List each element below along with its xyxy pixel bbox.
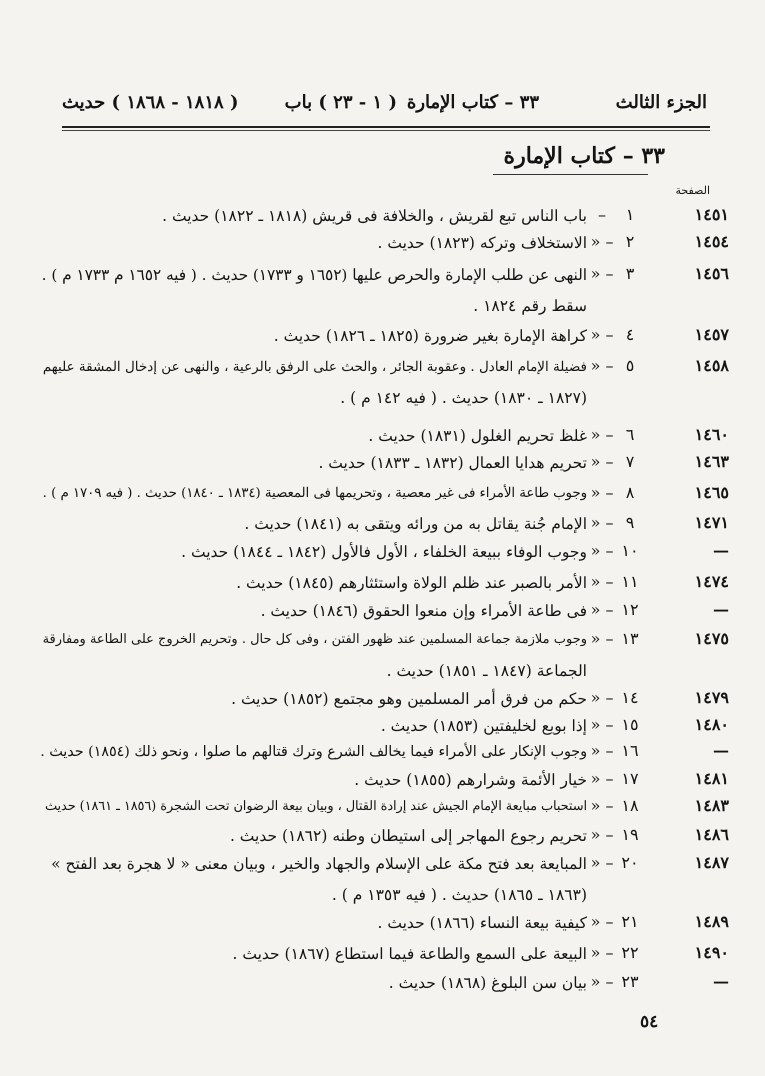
entry-number: ٢٢ xyxy=(621,943,639,962)
entry-dash: – « xyxy=(590,741,614,760)
entry-page: ١٤٧٩ xyxy=(694,688,729,707)
entry-text: وجوب الوفاء ببيعة الخلفاء ، الأول فالأول (١٨٤٢ ـ ١٨٤٤) حديث . xyxy=(181,543,587,561)
entry-page: ١٤٧٤ xyxy=(694,572,729,591)
entry-text: حكم من فرق أمر المسلمين وهو مجتمع (١٨٥٢) حديث . xyxy=(231,690,587,708)
page-number: ٥٤ xyxy=(640,1012,659,1032)
entry-page: ١٤٥٧ xyxy=(694,325,729,344)
entry-page: ١٤٥٤ xyxy=(694,232,729,251)
entry-number: ٦ xyxy=(625,425,635,444)
entry-dash: – « xyxy=(590,853,614,872)
entry-dash: – « xyxy=(590,600,614,619)
entry-number: ١٦ xyxy=(621,741,639,760)
entry-text: بيان سن البلوغ (١٨٦٨) حديث . xyxy=(388,974,587,992)
entry-number: ١٨ xyxy=(621,796,639,815)
entry-text: فضيلة الإمام العادل . وعقوبة الجائر ، والحث على الرفق بالرعية ، والنهى عن إدخال المشقة عليهم xyxy=(42,359,587,375)
entry-page: ١٤٨٩ xyxy=(694,912,729,931)
entry-number: ٢١ xyxy=(621,912,639,931)
header-hadith-range: ( ١٨١٨ - ١٨٦٨ ) حديث xyxy=(62,92,239,113)
entry-text: إذا بويع لخليفتين (١٨٥٣) حديث . xyxy=(380,717,587,735)
entry-dash: – « xyxy=(590,232,614,251)
entry-number: ١ xyxy=(625,205,635,224)
entry-page: ١٤٧١ xyxy=(694,513,729,532)
entry-text-continuation: (١٨٢٧ ـ ١٨٣٠) حديث . ( فيه ١٤٢ م ) . xyxy=(340,389,587,407)
header-bab-range: ( ١ - ٢٣ ) باب xyxy=(284,92,397,113)
entry-dash: – « xyxy=(590,325,614,344)
entry-text: وجوب الإنكار على الأمراء فيما يخالف الشرع وترك قتالهم ما صلوا ، ونحو ذلك (١٨٥٤) حديث . xyxy=(40,744,587,760)
entry-text-continuation: سقط رقم ١٨٢٤ . xyxy=(473,297,587,315)
entry-page: ١٤٥٦ xyxy=(694,264,729,283)
entry-number: ٤ xyxy=(625,325,635,344)
entry-number: ١٤ xyxy=(621,688,639,707)
entry-dash: – « xyxy=(590,425,614,444)
entry-text: فى طاعة الأمراء وإن منعوا الحقوق (١٨٤٦) حديث . xyxy=(260,602,587,620)
entry-text: تحريم رجوع المهاجر إلى استيطان وطنه (١٨٦٢) حديث . xyxy=(229,827,587,845)
running-header xyxy=(62,92,707,120)
entry-text: خيار الأئمة وشرارهم (١٨٥٥) حديث . xyxy=(354,771,587,789)
entry-dash: – « xyxy=(590,825,614,844)
entry-page: ١٤٩٠ xyxy=(694,943,729,962)
entry-dash: – « xyxy=(590,972,614,991)
header-volume: الجزء الثالث xyxy=(615,92,707,113)
entry-dash: – « xyxy=(590,629,614,648)
book-title: ٣٣ – كتاب الإمارة xyxy=(503,143,665,169)
entry-page: ١٤٨١ xyxy=(694,769,729,788)
entry-text: البيعة على السمع والطاعة فيما استطاع (١٨٦٧) حديث . xyxy=(232,945,587,963)
entry-page: — xyxy=(713,741,729,760)
entry-dash: – « xyxy=(590,452,614,471)
entry-number: ١٣ xyxy=(621,629,639,648)
entry-page: ١٤٦٥ xyxy=(694,483,729,502)
entry-dash: – « xyxy=(590,356,614,375)
entry-number: ٢٠ xyxy=(621,853,639,872)
page-column-label: الصفحة xyxy=(675,184,710,197)
entry-number: ١٧ xyxy=(621,769,639,788)
entry-text: وجوب ملازمة جماعة المسلمين عند ظهور الفتن ، وفى كل حال . وتحريم الخروج على الطاعة ومفارقة xyxy=(42,632,587,647)
entry-number: ١٥ xyxy=(621,715,639,734)
entry-page: ١٤٦٠ xyxy=(694,425,729,444)
entry-page: ١٤٨٦ xyxy=(694,825,729,844)
entry-text-continuation: الجماعة (١٨٤٧ ـ ١٨٥١) حديث . xyxy=(386,662,587,680)
entry-page: ١٤٨٧ xyxy=(694,853,729,872)
entry-dash: – « xyxy=(590,796,614,815)
entry-page: ١٤٥٨ xyxy=(694,356,729,375)
entry-text: باب الناس تبع لقريش ، والخلافة فى قريش (١٨١٨ ـ ١٨٢٢) حديث . xyxy=(162,207,587,225)
entry-dash: – « xyxy=(590,715,614,734)
entry-number: ١٠ xyxy=(621,541,639,560)
title-underline xyxy=(493,174,648,175)
entry-dash: – « xyxy=(590,572,614,591)
entry-page: ١٤٧٥ xyxy=(694,629,729,648)
entry-text: كراهة الإمارة بغير ضرورة (١٨٢٥ ـ ١٨٢٦) حديث . xyxy=(273,327,587,345)
entry-dash: – « xyxy=(590,912,614,931)
entry-dash: – « xyxy=(590,769,614,788)
entry-text: الأمر بالصبر عند ظلم الولاة واستئثارهم (١٨٤٥) حديث . xyxy=(236,574,587,592)
entry-dash: – « xyxy=(590,483,614,502)
entry-dash: – « xyxy=(590,943,614,962)
entry-page: ١٤٨٣ xyxy=(694,796,729,815)
entry-page: — xyxy=(713,541,729,560)
header-book: ٣٣ – كتاب الإمارة xyxy=(406,92,539,113)
entry-number: ٧ xyxy=(625,452,635,471)
entry-text-continuation: (١٨٦٣ ـ ١٨٦٥) حديث . ( فيه ١٣٥٣ م ) . xyxy=(331,886,587,904)
entry-page: ١٤٨٠ xyxy=(694,715,729,734)
entry-text: غلظ تحريم الغلول (١٨٣١) حديث . xyxy=(368,427,587,445)
header-rule-thin xyxy=(62,130,710,131)
entry-page: — xyxy=(713,600,729,619)
entry-number: ٣ xyxy=(625,264,635,283)
entry-number: ٢ xyxy=(625,232,635,251)
entry-dash: – « xyxy=(590,688,614,707)
entry-dash: – « xyxy=(590,513,614,532)
entry-text: كيفية بيعة النساء (١٨٦٦) حديث . xyxy=(377,914,587,932)
entry-text: الاستخلاف وتركه (١٨٢٣) حديث . xyxy=(377,234,587,252)
entry-dash: – xyxy=(598,205,606,224)
entry-text: المبايعة بعد فتح مكة على الإسلام والجهاد والخير ، وبيان معنى « لا هجرة بعد الفتح » xyxy=(51,855,587,873)
entry-text: تحريم هدايا العمال (١٨٣٢ ـ ١٨٣٣) حديث . xyxy=(318,454,587,472)
entry-page: ١٤٥١ xyxy=(694,205,729,224)
entry-text: استحباب مبايعة الإمام الجيش عند إرادة القتال ، وبيان بيعة الرضوان تحت الشجرة (١٨٥٦ ـ ١٨٦١) حديث xyxy=(44,799,587,814)
entry-dash: – « xyxy=(590,541,614,560)
entry-dash: – « xyxy=(590,264,614,283)
entry-number: ١١ xyxy=(621,572,639,591)
entry-number: ٩ xyxy=(625,513,635,532)
entry-number: ١٢ xyxy=(621,600,639,619)
entry-number: ٢٣ xyxy=(621,972,639,991)
header-rule xyxy=(62,126,710,128)
entry-number: ٥ xyxy=(625,356,635,375)
entry-page: — xyxy=(713,972,729,991)
entry-text: النهى عن طلب الإمارة والحرص عليها (١٦٥٢ و ١٧٣٣) حديث . ( فيه ١٦٥٢ م ١٧٣٣ م ) . xyxy=(41,266,587,284)
entry-page: ١٤٦٣ xyxy=(694,452,729,471)
entry-number: ١٩ xyxy=(621,825,639,844)
entry-number: ٨ xyxy=(625,483,635,502)
entry-text: الإمام جُنة يقاتل به من ورائه ويتقى به (١٨٤١) حديث . xyxy=(244,515,587,533)
entry-text: وجوب طاعة الأمراء فى غير معصية ، وتحريمها فى المعصية (١٨٣٤ ـ ١٨٤٠) حديث . ( فيه ١٧٠٩ م ) . xyxy=(42,486,587,501)
